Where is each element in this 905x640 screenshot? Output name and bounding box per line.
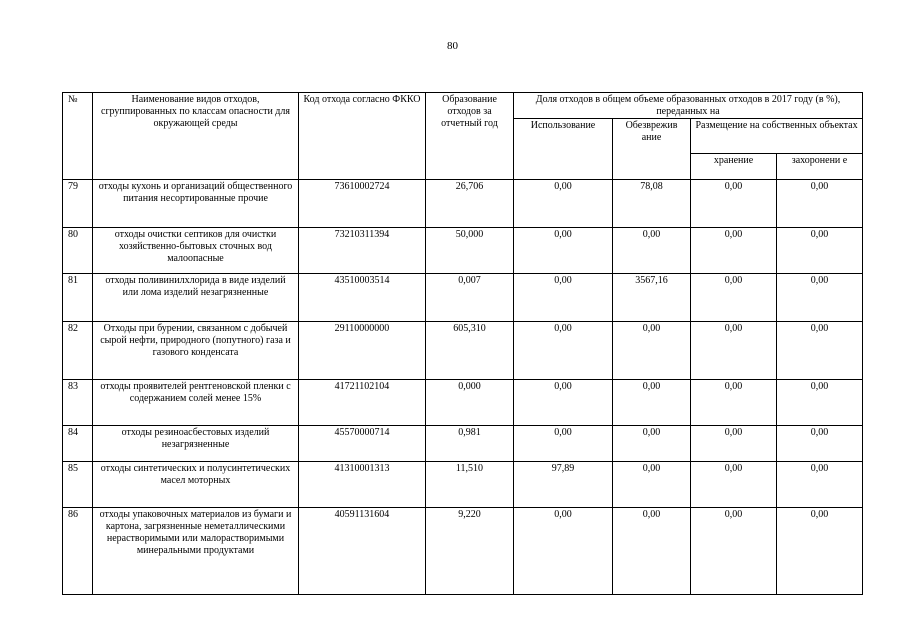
- row-use: 0,00: [514, 380, 613, 426]
- row-use: 0,00: [514, 508, 613, 595]
- row-storage: 0,00: [691, 228, 777, 274]
- row-neutral: 0,00: [613, 228, 691, 274]
- row-num: 86: [63, 508, 93, 595]
- row-burial: 0,00: [777, 228, 863, 274]
- row-num: 79: [63, 180, 93, 228]
- row-burial: 0,00: [777, 462, 863, 508]
- waste-table: [62, 92, 863, 595]
- row-formation: 0,981: [426, 426, 514, 462]
- row-neutral: 78,08: [613, 180, 691, 228]
- table-row: [63, 380, 863, 426]
- row-name: отходы упаковочных материалов из бумаги и картона, загрязненные неметаллическими нерастворимыми или малорастворимыми минеральными продуктами: [93, 508, 299, 595]
- row-storage: 0,00: [691, 180, 777, 228]
- row-neutral: 0,00: [613, 322, 691, 380]
- row-neutral: 0,00: [613, 508, 691, 595]
- row-neutral: 0,00: [613, 462, 691, 508]
- row-code: 41721102104: [299, 380, 426, 426]
- row-num: 84: [63, 426, 93, 462]
- row-name: отходы проявителей рентгеновской пленки с содержанием солей менее 15%: [93, 380, 299, 426]
- row-code: 73610002724: [299, 180, 426, 228]
- header-placement: Размещение на собственных объектах: [691, 119, 863, 154]
- header-num: №: [63, 93, 93, 180]
- row-code: 41310001313: [299, 462, 426, 508]
- row-formation: 26,706: [426, 180, 514, 228]
- header-neutral: Обезврежив ание: [613, 119, 691, 180]
- page-number: 80: [447, 40, 458, 52]
- row-formation: 0,000: [426, 380, 514, 426]
- header-code: Код отхода согласно ФККО: [299, 93, 426, 180]
- table-row: [63, 228, 863, 274]
- row-neutral: 3567,16: [613, 274, 691, 322]
- table-row: [63, 426, 863, 462]
- row-burial: 0,00: [777, 508, 863, 595]
- row-burial: 0,00: [777, 180, 863, 228]
- row-storage: 0,00: [691, 508, 777, 595]
- table-row: [63, 462, 863, 508]
- row-name: отходы синтетических и полусинтетических масел моторных: [93, 462, 299, 508]
- row-neutral: 0,00: [613, 426, 691, 462]
- row-name: отходы поливинилхлорида в виде изделий или лома изделий незагрязненные: [93, 274, 299, 322]
- row-num: 81: [63, 274, 93, 322]
- header-burial: захоронени е: [777, 154, 863, 180]
- row-name: отходы резиноасбестовых изделий незагрязненные: [93, 426, 299, 462]
- row-name: Отходы при бурении, связанном с добычей сырой нефти, природного (попутного) газа и газового конденсата: [93, 322, 299, 380]
- row-formation: 605,310: [426, 322, 514, 380]
- row-num: 85: [63, 462, 93, 508]
- row-burial: 0,00: [777, 380, 863, 426]
- row-storage: 0,00: [691, 274, 777, 322]
- row-num: 80: [63, 228, 93, 274]
- row-burial: 0,00: [777, 322, 863, 380]
- row-storage: 0,00: [691, 380, 777, 426]
- row-code: 29110000000: [299, 322, 426, 380]
- header-formation: Образование отходов за отчетный год: [426, 93, 514, 180]
- row-burial: 0,00: [777, 426, 863, 462]
- row-formation: 50,000: [426, 228, 514, 274]
- row-code: 40591131604: [299, 508, 426, 595]
- row-use: 0,00: [514, 180, 613, 228]
- table-row: [63, 322, 863, 380]
- row-storage: 0,00: [691, 426, 777, 462]
- row-code: 43510003514: [299, 274, 426, 322]
- header-use: Использование: [514, 119, 613, 180]
- row-num: 83: [63, 380, 93, 426]
- row-neutral: 0,00: [613, 380, 691, 426]
- row-name: отходы кухонь и организаций общественного питания несортированные прочие: [93, 180, 299, 228]
- row-use: 0,00: [514, 228, 613, 274]
- row-formation: 9,220: [426, 508, 514, 595]
- row-num: 82: [63, 322, 93, 380]
- header-storage: хранение: [691, 154, 777, 180]
- row-formation: 11,510: [426, 462, 514, 508]
- header-share: Доля отходов в общем объеме образованных отходов в 2017 году (в %), переданных на: [514, 93, 863, 119]
- row-use: 97,89: [514, 462, 613, 508]
- table-row: [63, 508, 863, 595]
- table-row: [63, 180, 863, 228]
- row-code: 45570000714: [299, 426, 426, 462]
- row-storage: 0,00: [691, 462, 777, 508]
- row-storage: 0,00: [691, 322, 777, 380]
- row-code: 73210311394: [299, 228, 426, 274]
- row-burial: 0,00: [777, 274, 863, 322]
- header-name: Наименование видов отходов, сгруппированных по классам опасности для окружающей среды: [93, 93, 299, 180]
- row-name: отходы очистки септиков для очистки хозяйственно-бытовых сточных вод малоопасные: [93, 228, 299, 274]
- row-formation: 0,007: [426, 274, 514, 322]
- table-row: [63, 274, 863, 322]
- row-use: 0,00: [514, 322, 613, 380]
- row-use: 0,00: [514, 426, 613, 462]
- row-use: 0,00: [514, 274, 613, 322]
